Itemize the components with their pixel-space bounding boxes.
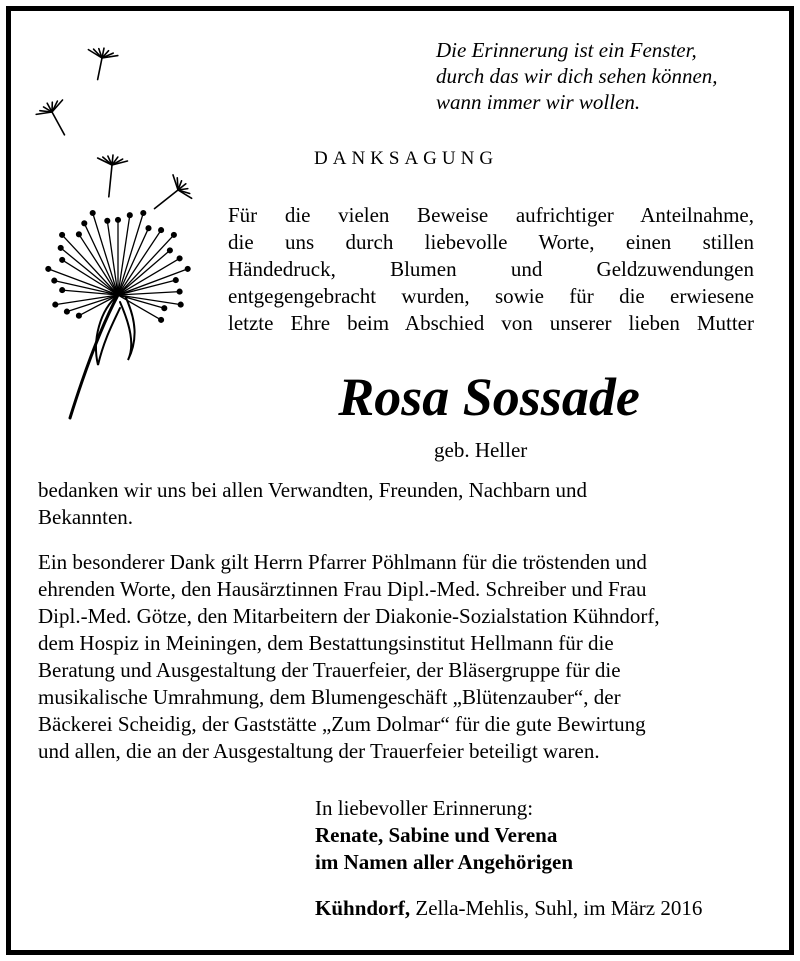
text-line: ehrenden Worte, den Hausärztinnen Frau Dipl.-Med. Schreiber und Frau <box>38 577 647 601</box>
text-line: und allen, die an der Ausgestaltung der Trauerfeier beteiligt waren. <box>38 739 600 763</box>
memorial-quote <box>436 37 786 115</box>
text-line: Dipl.-Med. Götze, den Mitarbeitern der Diakonie-Sozialstation Kühndorf, <box>38 604 660 628</box>
paragraph-2 <box>38 549 768 765</box>
signature-block <box>315 795 573 876</box>
quote-line: durch das wir dich sehen können, <box>436 64 718 88</box>
intro-line: Für die vielen Beweise aufrichtiger Anteilnahme, <box>228 203 754 227</box>
intro-line: Händedruck, Blumen und Geldzuwendungen <box>228 257 754 281</box>
intro-line: letzte Ehre beim Abschied von unserer lieben Mutter <box>228 311 754 335</box>
text-line: bedanken wir uns bei allen Verwandten, Freunden, Nachbarn und <box>38 478 587 502</box>
signature-intro: In liebevoller Erinnerung: <box>315 796 534 820</box>
place-rest: Zella-Mehlis, Suhl, im März 2016 <box>410 896 703 920</box>
intro-text <box>228 202 754 337</box>
deceased-name: Rosa Sossade <box>338 367 640 427</box>
thanks-text <box>38 477 768 765</box>
place-date <box>315 896 702 921</box>
maiden-name: geb. Heller <box>434 438 528 462</box>
text-line: musikalische Umrahmung, dem Blumengeschäft „Blütenzauber“, der <box>38 685 621 709</box>
signature-names: Renate, Sabine und Verena <box>315 823 558 847</box>
quote-line: wann immer wir wollen. <box>436 90 641 114</box>
paragraph-1 <box>38 477 768 531</box>
quote-line: Die Erinnerung ist ein Fenster, <box>436 38 697 62</box>
place-primary: Kühndorf, <box>315 896 411 920</box>
text-line: Ein besonderer Dank gilt Herrn Pfarrer Pöhlmann für die tröstenden und <box>38 550 647 574</box>
signature-family: im Namen aller Angehörigen <box>315 850 574 874</box>
intro-line: die uns durch liebevolle Worte, einen stillen <box>228 230 754 254</box>
text-line: dem Hospiz in Meiningen, dem Bestattungsinstitut Hellmann für die <box>38 631 614 655</box>
intro-line: entgegengebracht wurden, sowie für die erwiesene <box>228 284 754 308</box>
page-title: DANKSAGUNG <box>314 148 499 169</box>
text-line: Bekannten. <box>38 505 134 529</box>
text-line: Bäckerei Scheidig, der Gaststätte „Zum Dolmar“ für die gute Bewirtung <box>38 712 646 736</box>
text-line: Beratung und Ausgestaltung der Trauerfeier, der Bläsergruppe für die <box>38 658 621 682</box>
